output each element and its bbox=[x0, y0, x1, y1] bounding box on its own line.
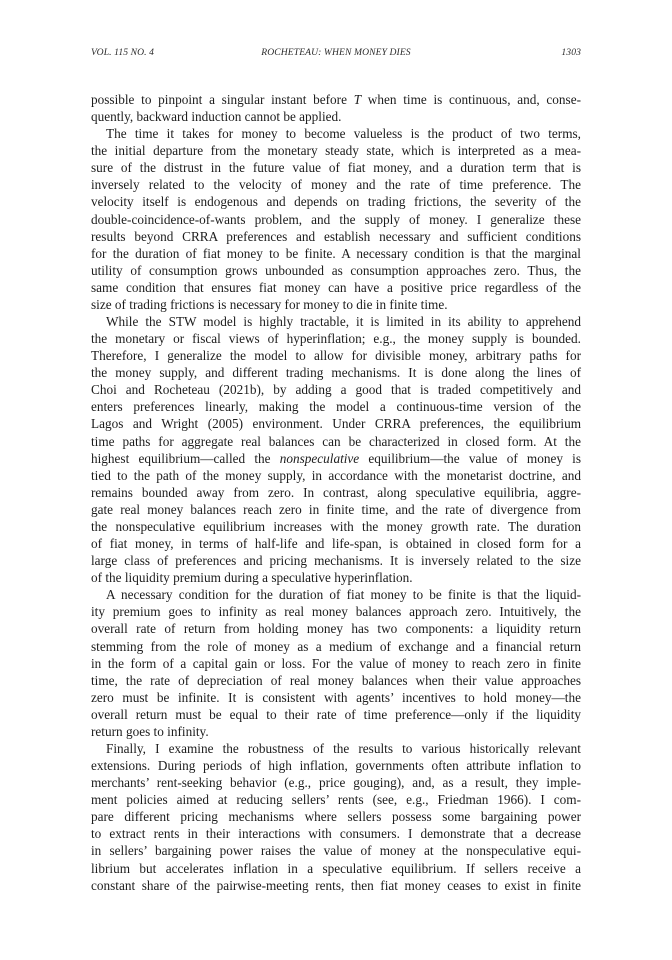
text-line: possible to pinpoint a singular instant before T when time is continuous, and, conse- bbox=[91, 92, 581, 107]
text-line: large class of preferences and pricing mechanisms. It is inversely related to the size bbox=[91, 553, 581, 569]
article-body bbox=[91, 91, 581, 894]
text-line: same condition that ensures fiat money can have a positive price regardless of the bbox=[91, 279, 581, 295]
text-line: for the duration of fiat money to be finite. A necessary condition is that the marginal bbox=[91, 245, 581, 261]
text-line: Choi and Rocheteau (2021b), by adding a good that is traded competitively and bbox=[91, 382, 581, 398]
text-line: of the liquidity premium during a speculative hyperinflation. bbox=[91, 570, 413, 586]
text-line: velocity itself is endogenous and depends on trading frictions, the severity of the bbox=[91, 194, 581, 210]
text-line: results beyond CRRA preferences and establish necessary and sufficient conditions bbox=[91, 228, 581, 244]
text-line: While the STW model is highly tractable, it is limited in its ability to apprehend bbox=[106, 314, 581, 330]
text-line: in the form of a capital gain or loss. For the value of money to reach zero in finite bbox=[91, 655, 581, 671]
text-line: in sellers’ bargaining power raises the value of money at the nonspeculative equi- bbox=[91, 843, 581, 859]
text-line: highest equilibrium—called the nonspeculative equilibrium—the value of money is bbox=[91, 450, 581, 466]
page-number: 1303 bbox=[561, 47, 581, 58]
text-line: overall return must be equal to their rate of time preference—only if the liquidity bbox=[91, 706, 581, 722]
text-line: The time it takes for money to become valueless is the product of two terms, bbox=[106, 126, 581, 142]
paragraph bbox=[91, 586, 581, 740]
article-running-title: ROCHETEAU: WHEN MONEY DIES bbox=[261, 47, 411, 58]
text-line: constant share of the pairwise-meeting rents, then fiat money ceases to exist in finite bbox=[91, 877, 581, 893]
text-line: remains bounded away from zero. In contrast, along speculative equilibria, aggre- bbox=[91, 484, 581, 500]
text-line: the money supply, and different trading mechanisms. It is done along the lines of bbox=[91, 365, 581, 381]
text-line: size of trading frictions is necessary for money to die in finite time. bbox=[91, 296, 448, 312]
running-head bbox=[91, 47, 581, 61]
text-line: extensions. During periods of high inflation, governments often attribute inflation to bbox=[91, 758, 581, 774]
text-line: merchants’ rent-seeking behavior (e.g., price gouging), and, as a result, they imple- bbox=[91, 775, 581, 791]
text-line: sure of the distrust in the future value of fiat money, and a duration term that is bbox=[91, 160, 581, 176]
volume-issue: VOL. 115 NO. 4 bbox=[91, 47, 155, 58]
text-line: enters preferences linearly, making the model a continuous-time version of the bbox=[91, 399, 581, 415]
text-line: quently, backward induction cannot be applied. bbox=[91, 109, 342, 125]
paragraph bbox=[91, 740, 581, 894]
text-line: overall rate of return from holding money has two components: a liquidity return bbox=[91, 621, 581, 637]
text-line: Lagos and Wright (2005) environment. Under CRRA preferences, the equilibrium bbox=[91, 416, 581, 432]
paragraph bbox=[91, 125, 581, 313]
paragraph bbox=[91, 91, 581, 125]
text-line: tied to the path of the money supply, in accordance with the monetarist doctrine, and bbox=[91, 467, 581, 483]
text-line: of fiat money, in terms of half-life and life-span, is obtained in closed form for a bbox=[91, 536, 581, 552]
text-line: ment policies aimed at reducing sellers’ rents (see, e.g., Friedman 1966). I com- bbox=[91, 792, 581, 808]
text-line: Finally, I examine the robustness of the results to various historically relevant bbox=[106, 740, 581, 756]
paragraph bbox=[91, 313, 581, 586]
text-line: A necessary condition for the duration of fiat money to be finite is that the liquid- bbox=[106, 587, 581, 603]
text-line: gate real money balances reach zero in finite time, and the rate of divergence from bbox=[91, 501, 581, 517]
text-line: stemming from the role of money as a medium of exchange and a financial return bbox=[91, 638, 581, 654]
text-line: double-coincidence-of-wants problem, and the supply of money. I generalize these bbox=[91, 211, 581, 227]
text-line: ity premium goes to infinity as real money balances approach zero. Intuitively, the bbox=[91, 604, 581, 620]
text-line: return goes to infinity. bbox=[91, 723, 209, 739]
text-line: time paths for aggregate real balances can be characterized in closed form. At the bbox=[91, 433, 581, 449]
text-line: to extract rents in their interactions with consumers. I demonstrate that a decrease bbox=[91, 826, 581, 842]
text-line: the monetary or fiscal views of hyperinflation; e.g., the money supply is bounded. bbox=[91, 331, 581, 347]
text-line: the initial departure from the monetary steady state, which is interpreted as a mea- bbox=[91, 143, 581, 159]
text-line: the nonspeculative equilibrium increases with the money growth rate. The duration bbox=[91, 518, 581, 534]
text-line: librium but accelerates inflation in a speculative equilibrium. If sellers receive a bbox=[91, 860, 581, 876]
text-line: zero must be infinite. It is consistent with agents’ incentives to hold money—the bbox=[91, 689, 581, 705]
text-line: inversely related to the velocity of money and the rate of time preference. The bbox=[91, 177, 581, 193]
text-line: time, the rate of depreciation of real money balances when their value approaches bbox=[91, 672, 581, 688]
text-line: pare different pricing mechanisms where sellers possess some bargaining power bbox=[91, 809, 581, 825]
text-line: Therefore, I generalize the model to allow for divisible money, arbitrary paths for bbox=[91, 348, 581, 364]
text-line: utility of consumption grows unbounded as consumption approaches zero. Thus, the bbox=[91, 262, 581, 278]
